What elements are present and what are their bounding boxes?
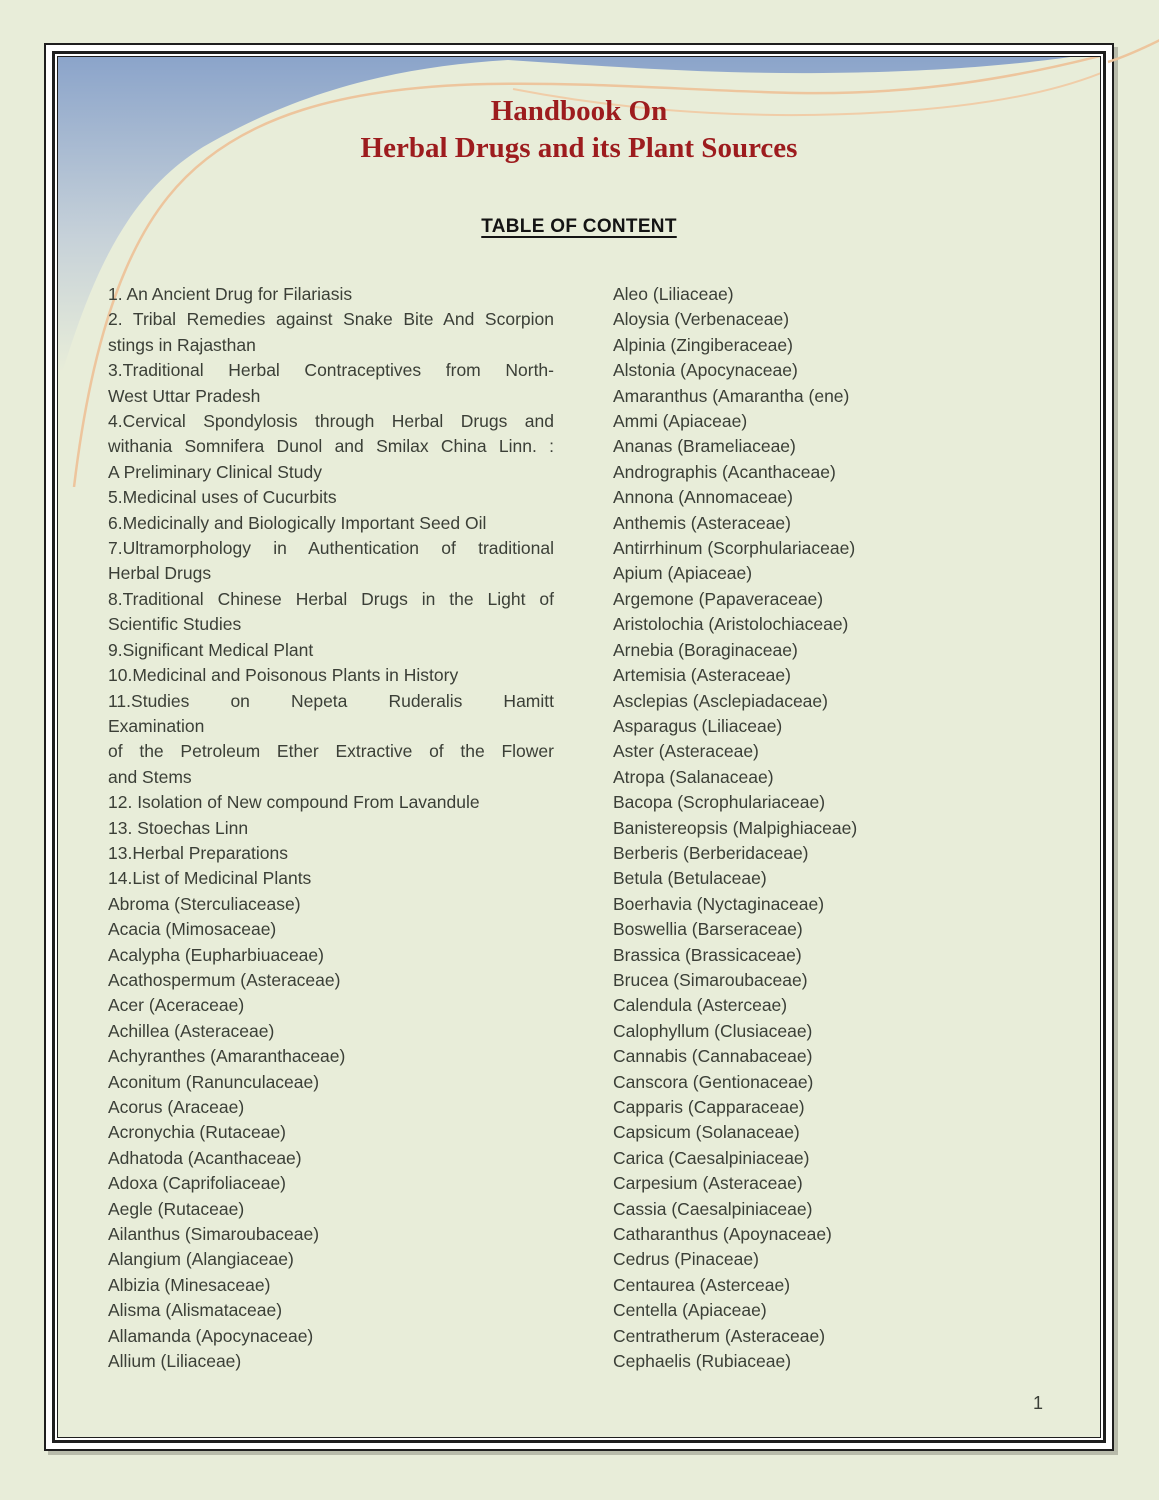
toc-line: Alangium (Alangiaceae): [108, 1249, 294, 1270]
toc-line: stings in Rajasthan: [108, 334, 256, 355]
toc-line: Aconitum (Ranunculaceae): [108, 1071, 320, 1092]
page-frame-outer-border: [44, 43, 1114, 1451]
toc-line: Apium (Apiaceae): [613, 563, 753, 584]
toc-line: Cedrus (Pinaceae): [613, 1249, 759, 1270]
page-frame-mid-border: [52, 51, 1106, 1443]
toc-line: Acronychia (Rutaceae): [108, 1122, 286, 1143]
toc-line: 6.Medicinally and Biologically Important Seed Oil: [108, 512, 487, 533]
toc-line: Aegle (Rutaceae): [108, 1198, 245, 1219]
toc-line: Acorus (Araceae): [108, 1097, 245, 1117]
toc-right-column: [613, 282, 1078, 1374]
toc-line: Ailanthus (Simaroubaceae): [108, 1224, 320, 1245]
toc-line: Alpinia (Zingiberaceae): [613, 334, 793, 355]
toc-line: Betula (Betulaceae): [613, 868, 767, 889]
toc-line: and Stems: [108, 766, 192, 787]
toc-line: Abroma (Sterculiacease): [108, 893, 301, 914]
toc-line: West Uttar Pradesh: [108, 385, 261, 406]
toc-line: Centaurea (Asterceae): [613, 1274, 791, 1295]
toc-line: A Preliminary Clinical Study: [108, 461, 322, 482]
toc-line: Boerhavia (Nyctaginaceae): [613, 893, 825, 914]
toc-line: Arnebia (Boraginaceae): [613, 639, 798, 660]
toc-line: Annona (Annomaceae): [613, 487, 793, 508]
book-title-line2: Herbal Drugs and its Plant Sources: [360, 132, 798, 164]
toc-line: Aster (Asteraceae): [613, 741, 759, 762]
toc-line: Cephaelis (Rubiaceae): [613, 1351, 792, 1372]
toc-line: Antirrhinum (Scorphulariaceae): [613, 538, 856, 559]
toc-line: Acalypha (Eupharbiuaceae): [108, 944, 324, 965]
toc-line: Aleo (Liliaceae): [613, 284, 734, 304]
toc-line: Banistereopsis (Malpighiaceae): [613, 817, 858, 838]
toc-line: Berberis (Berberidaceae): [613, 842, 809, 863]
toc-line: Acer (Aceraceae): [108, 995, 245, 1016]
toc-line: 13. Stoechas Linn: [108, 817, 249, 838]
toc-line: Bacopa (Scrophulariaceae): [613, 792, 826, 813]
toc-line: Capparis (Capparaceae): [613, 1097, 805, 1117]
toc-line: Carpesium (Asteraceae): [613, 1173, 803, 1194]
toc-line: Achyranthes (Amaranthaceae): [108, 1046, 346, 1067]
toc-line: 2. Tribal Remedies against Snake Bite And Scorpion: [108, 309, 554, 330]
toc-line: Acathospermum (Asteraceae): [108, 969, 341, 990]
toc-line: Brassica (Brassicaceae): [613, 944, 802, 965]
toc-line: Asclepias (Asclepiadaceae): [613, 690, 828, 711]
toc-line: Alisma (Alismataceae): [108, 1300, 283, 1321]
toc-line: 12. Isolation of New compound From Lavandule: [108, 792, 480, 813]
toc-heading: TABLE OF CONTENT: [481, 216, 677, 237]
toc-line: Argemone (Papaveraceae): [613, 588, 824, 609]
toc-line: Albizia (Minesaceae): [108, 1274, 271, 1295]
toc-line: Alstonia (Apocynaceae): [613, 360, 798, 381]
toc-line: Examination: [108, 715, 205, 736]
toc-line: Herbal Drugs: [108, 563, 212, 584]
toc-line: Canscora (Gentionaceae): [613, 1071, 814, 1092]
toc-line: Allium (Liliaceae): [108, 1351, 242, 1372]
toc-line: 8.Traditional Chinese Herbal Drugs in the Light of: [108, 588, 554, 609]
toc-line: Cassia (Caesalpiniaceae): [613, 1198, 813, 1219]
toc-line: Artemisia (Asteraceae): [613, 665, 791, 686]
toc-line: of the Petroleum Ether Extractive of the Flower: [108, 741, 554, 762]
toc-line: Acacia (Mimosaceae): [108, 919, 277, 940]
toc-line: 11.Studies on Nepeta Ruderalis Hamitt: [108, 690, 554, 711]
toc-line: 10.Medicinal and Poisonous Plants in History: [108, 665, 459, 686]
toc-line: Asparagus (Liliaceae): [613, 715, 783, 736]
toc-line: Centella (Apiaceae): [613, 1300, 767, 1321]
book-title-line1: Handbook On: [490, 95, 668, 127]
toc-line: Boswellia (Barseraceae): [613, 919, 803, 940]
toc-line: Brucea (Simaroubaceae): [613, 969, 808, 990]
toc-line: 14.List of Medicinal Plants: [108, 868, 312, 889]
toc-line: Adhatoda (Acanthaceae): [108, 1147, 302, 1168]
toc-line: Andrographis (Acanthaceae): [613, 461, 836, 482]
toc-line: 4.Cervical Spondylosis through Herbal Drugs and: [108, 411, 554, 432]
toc-line: 9.Significant Medical Plant: [108, 639, 314, 660]
toc-line: Scientific Studies: [108, 614, 242, 635]
toc-line: Aristolochia (Aristolochiaceae): [613, 614, 849, 635]
toc-line: 5.Medicinal uses of Cucurbits: [108, 487, 337, 508]
toc-line: Adoxa (Caprifoliaceae): [108, 1173, 287, 1194]
toc-line: Calendula (Asterceae): [613, 995, 788, 1016]
toc-line: Capsicum (Solanaceae): [613, 1122, 800, 1143]
toc-left-column: [108, 282, 554, 1374]
toc-line: Amaranthus (Amarantha (ene): [613, 385, 850, 406]
toc-line: Ananas (Brameliaceae): [613, 436, 796, 457]
toc-line: Centratherum (Asteraceae): [613, 1325, 826, 1346]
toc-line: withania Somnifera Dunol and Smilax China Linn. :: [108, 436, 554, 457]
toc-line: Calophyllum (Clusiaceae): [613, 1020, 813, 1041]
page-content-area: [57, 56, 1101, 1438]
page-number: 1: [1032, 1393, 1043, 1413]
toc-line: Carica (Caesalpiniaceae): [613, 1147, 810, 1168]
toc-line: 1. An Ancient Drug for Filariasis: [108, 284, 353, 304]
toc-line: Atropa (Salanaceae): [613, 766, 774, 787]
toc-line: 13.Herbal Preparations: [108, 842, 288, 863]
toc-line: Aloysia (Verbenaceae): [613, 309, 790, 330]
toc-line: Catharanthus (Apoynaceae): [613, 1224, 832, 1245]
toc-line: Cannabis (Cannabaceae): [613, 1046, 813, 1067]
toc-line: Anthemis (Asteraceae): [613, 512, 791, 533]
book-title: [58, 93, 1100, 167]
toc-line: Achillea (Asteraceae): [108, 1020, 275, 1041]
toc-line: 7.Ultramorphology in Authentication of traditional: [108, 538, 554, 559]
toc-line: Ammi (Apiaceae): [613, 411, 748, 432]
toc-line: 3.Traditional Herbal Contraceptives from North-: [108, 360, 554, 381]
toc-line: Allamanda (Apocynaceae): [108, 1325, 314, 1346]
